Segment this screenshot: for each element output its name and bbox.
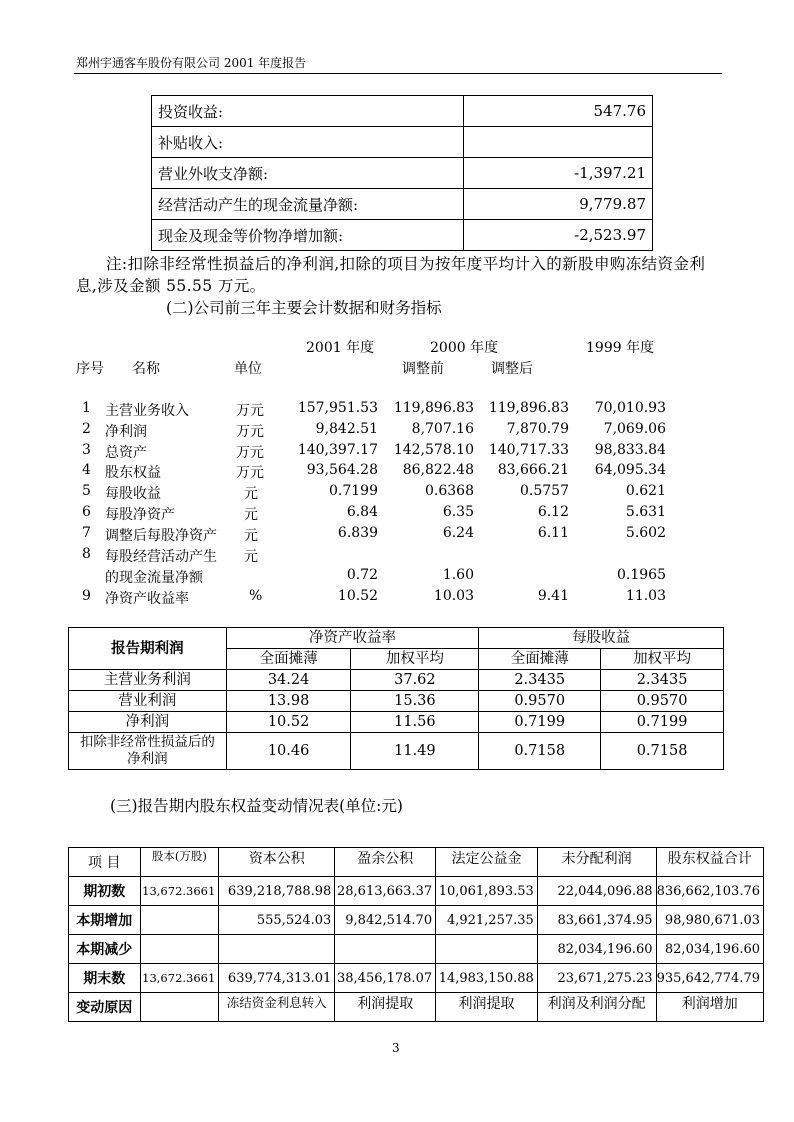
group-header-eps: 每股收益 [479,628,724,649]
section-title-2: (二)公司前三年主要会计数据和财务指标 [166,299,442,317]
cell: 935,642,774.79 [656,964,763,993]
indicator-v2001: 6.839 [337,525,378,541]
table-row [69,691,724,712]
indicator-no: 8 [82,546,91,562]
indicator-v2001: 0.7199 [329,483,378,499]
cell: 0.7158 [601,733,724,770]
cell: 利润及利润分配 [537,993,656,1022]
table-row [69,712,724,733]
header-2001: 2001 年度 [306,340,375,356]
indicator-v2000a: 142,578.10 [393,442,474,458]
indicator-v2000b: 7,870.79 [506,421,569,437]
indicator-v2001: 6.84 [346,504,378,520]
row-label: 现金及现金等价物净增加额: [152,220,464,251]
row-label: 投资收益: [152,96,464,127]
sub-header: 加权平均 [351,649,479,670]
col-header: 未分配利润 [537,848,656,877]
cell: 13,672.3661 [140,877,219,906]
cell [140,935,219,964]
col-header: 法定公益金 [436,848,538,877]
sub-header: 全面摊薄 [226,649,351,670]
cell: 0.9570 [479,691,601,712]
document-header: 郑州宇通客车股份有限公司 2001 年度报告 [76,56,307,70]
row-label: 变动原因 [69,993,141,1022]
indicator-no: 4 [82,462,91,478]
cell: 22,044,096.88 [537,877,656,906]
indicator-v2000a: 0.6368 [425,483,474,499]
indicator-v2000a: 6.24 [442,525,474,541]
page-number: 3 [392,1041,400,1055]
indicator-v1999: 11.03 [625,588,666,604]
row-value: -2,523.97 [464,220,653,251]
group-header-roe: 净资产收益率 [226,628,479,649]
row-label-line2: 净利润 [127,751,168,767]
table-row [152,96,653,127]
indicator-v2000b: 0.5757 [520,483,569,499]
cell: 10,061,893.53 [436,877,538,906]
cell: 34.24 [226,670,351,691]
indicator-unit: 万元 [236,445,264,461]
indicator-v2001: 93,564.28 [306,462,378,478]
cell: 13,672.3661 [140,964,219,993]
cell: 利润提取 [436,993,538,1022]
cell: 639,774,313.01 [219,964,335,993]
indicator-no: 2 [82,421,91,437]
indicator-name: 股东权益 [105,465,161,481]
table-row [69,877,764,906]
indicator-v1999: 98,833.84 [594,442,666,458]
col-header: 资本公积 [219,848,335,877]
indicator-no: 3 [82,442,91,458]
indicator-unit: 万元 [236,465,264,481]
cell: 82,034,196.60 [656,935,763,964]
row-label: 经营活动产生的现金流量净额: [152,189,464,220]
indicator-unit: 元 [244,528,258,544]
cell: 9,842,514.70 [335,906,436,935]
indicator-v2000a: 1.60 [442,567,474,583]
row-label: 本期减少 [69,935,141,964]
indicator-name: 每股收益 [105,486,161,502]
indicator-v1999: 64,095.34 [594,462,666,478]
header-2000: 2000 年度 [430,340,499,356]
row-value: 547.76 [464,96,653,127]
cell: 2.3435 [479,670,601,691]
cell: 2.3435 [601,670,724,691]
indicator-name: 每股净资产 [105,507,175,523]
indicator-v2000b: 119,896.83 [488,400,569,416]
indicator-no: 6 [82,504,91,520]
equity-rows [69,877,764,1022]
indicator-no: 7 [82,525,91,541]
indicator-unit: 元 [244,507,258,523]
cell: 0.7199 [479,712,601,733]
row-value [464,127,653,158]
cell: 639,218,788.98 [219,877,335,906]
table-row [69,964,764,993]
cell: 11.56 [351,712,479,733]
indicator-v1999: 5.602 [625,525,666,541]
indicator-v2001: 0.72 [346,567,378,583]
col-header: 股东权益合计 [656,848,763,877]
indicator-no: 1 [82,400,91,416]
equity-change-table [68,847,764,1022]
cell: 15.36 [351,691,479,712]
indicator-v2001: 10.52 [337,588,378,604]
cell [140,906,219,935]
table-row [152,220,653,251]
cell: 利润提取 [335,993,436,1022]
table-row [69,670,724,691]
header-name: 名称 [132,361,160,377]
indicator-v2001: 9,842.51 [315,421,378,437]
indicator-name: 每股经营活动产生 [105,549,217,565]
row-label-line1: 扣除非经常性损益后的 [79,734,215,750]
cell: 11.49 [351,733,479,770]
row-value: 9,779.87 [464,189,653,220]
indicator-v1999: 7,069.06 [603,421,666,437]
row-label: 本期增加 [69,906,141,935]
row-label [69,733,227,770]
indicator-name: 净利润 [105,424,147,440]
table-row [69,733,724,770]
cell: 38,456,178.07 [335,964,436,993]
indicator-v2001: 157,951.53 [297,400,378,416]
row-label: 净利润 [69,712,227,733]
cell [335,935,436,964]
cell: 10.46 [226,733,351,770]
indicator-v1999: 70,010.93 [594,400,666,416]
cell: 37.62 [351,670,479,691]
col-header: 股本(万股) [140,848,219,877]
indicator-v2000b: 6.12 [537,504,569,520]
income-items-table [151,95,653,251]
row-label: 补贴收入: [152,127,464,158]
sub-header: 加权平均 [601,649,724,670]
cell: 利润增加 [656,993,763,1022]
cell: 4,921,257.35 [436,906,538,935]
cell: 555,524.03 [219,906,335,935]
cell: 23,671,275.23 [537,964,656,993]
header-before: 调整前 [402,361,444,377]
cell [436,935,538,964]
row-label: 主营业务利润 [69,670,227,691]
cell: 冻结资金利息转入 [219,993,335,1022]
cell [140,993,219,1022]
table-row [69,935,764,964]
row-label: 营业外收支净额: [152,158,464,189]
indicator-v2000a: 119,896.83 [393,400,474,416]
indicator-v2001: 140,397.17 [297,442,378,458]
indicator-v2000a: 10.03 [433,588,474,604]
indicator-v1999: 0.621 [625,483,666,499]
cell [219,935,335,964]
indicator-unit: % [249,588,263,604]
col-header: 盈余公积 [335,848,436,877]
indicator-no: 5 [82,483,91,499]
cell: 10.52 [226,712,351,733]
table-header-row [69,848,764,877]
table-row [69,906,764,935]
row-value: -1,397.21 [464,158,653,189]
indicator-v2000b: 140,717.33 [488,442,569,458]
cell: 13.98 [226,691,351,712]
indicator-name: 总资产 [105,445,147,461]
indicator-v1999: 0.1965 [617,567,666,583]
row-label: 营业利润 [69,691,227,712]
indicator-unit: 元 [244,486,258,502]
cell: 836,662,103.76 [656,877,763,906]
indicator-unit: 万元 [236,424,264,440]
indicator-name: 主营业务收入 [105,403,189,419]
table-header-row [69,628,724,649]
note-paragraph: 注:扣除非经常性损益后的净利润,扣除的项目为按年度平均计入的新股申购冻结资金利息,涉及金额 55.55 万元。 [76,255,706,295]
profit-indicators-table [68,627,724,770]
header-unit: 单位 [234,361,262,377]
indicator-name: 的现金流量净额 [105,570,203,586]
indicator-v1999: 5.631 [625,504,666,520]
indicator-v2000a: 8,707.16 [411,421,474,437]
indicator-v2000b: 9.41 [537,588,569,604]
header-rule [74,73,722,74]
indicator-v2000a: 6.35 [442,504,474,520]
header-after: 调整后 [491,361,533,377]
table-row [152,189,653,220]
cell: 0.7199 [601,712,724,733]
row-label: 期末数 [69,964,141,993]
cell: 14,983,150.88 [436,964,538,993]
cell: 28,613,663.37 [335,877,436,906]
corner-header: 报告期利润 [69,628,227,670]
table-row [69,993,764,1022]
cell: 0.7158 [479,733,601,770]
table-row [152,127,653,158]
cell: 82,034,196.60 [537,935,656,964]
indicator-unit: 万元 [236,403,264,419]
indicator-name: 净资产收益率 [105,591,189,607]
sub-header: 全面摊薄 [479,649,601,670]
indicator-v2000a: 86,822.48 [402,462,474,478]
col-header: 项 目 [69,848,141,877]
indicator-no: 9 [82,588,91,604]
cell: 98,980,671.03 [656,906,763,935]
indicator-unit: 元 [244,549,258,565]
indicator-v2000b: 83,666.21 [497,462,569,478]
indicator-v2000b: 6.11 [537,525,569,541]
header-1999: 1999 年度 [586,340,655,356]
header-seq: 序号 [76,361,104,377]
row-label: 期初数 [69,877,141,906]
indicator-name: 调整后每股净资产 [105,528,217,544]
section-title-3: (三)报告期内股东权益变动情况表(单位:元) [110,797,403,815]
cell: 0.9570 [601,691,724,712]
table-row [152,158,653,189]
cell: 83,661,374.95 [537,906,656,935]
